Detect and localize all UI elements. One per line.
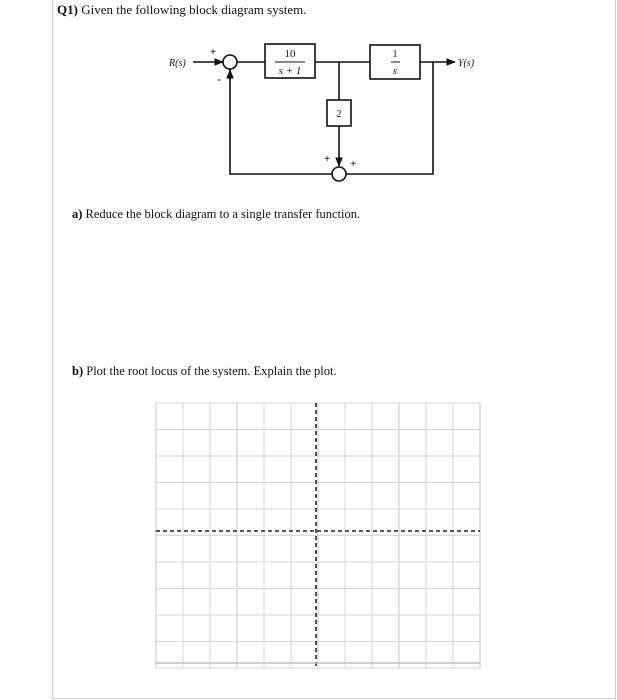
part-b (72, 364, 337, 379)
part-b-label: b) (72, 364, 84, 378)
block-3-denominator: s (393, 66, 397, 77)
part-a-text: Reduce the block diagram to a single transfer function. (85, 207, 361, 221)
feedback-to-sum1-path (230, 69, 332, 174)
question-number: Q1) (57, 2, 78, 17)
output-label: Y(s) (458, 58, 475, 69)
sum1-plus-sign: + (210, 46, 217, 58)
input-label: R(s) (169, 58, 186, 69)
summing-junction-2 (332, 167, 346, 181)
summing-junction-1 (223, 55, 237, 69)
part-b-text: Plot the root locus of the system. Explain the plot. (86, 364, 337, 378)
block-2-value: 2 (336, 109, 342, 120)
part-a (72, 207, 360, 222)
root-locus-grid (156, 403, 480, 668)
block-1-numerator: 10 (284, 48, 296, 60)
block-1-denominator: s + 1 (278, 65, 302, 77)
question-text: Given the following block diagram system. (81, 2, 307, 17)
sum2-right-plus-sign: + (350, 158, 357, 170)
block-3-numerator: 1 (392, 49, 398, 60)
sum2-left-plus-sign: + (324, 153, 331, 165)
part-a-label: a) (72, 207, 83, 221)
sum1-minus-sign: - (217, 72, 221, 86)
